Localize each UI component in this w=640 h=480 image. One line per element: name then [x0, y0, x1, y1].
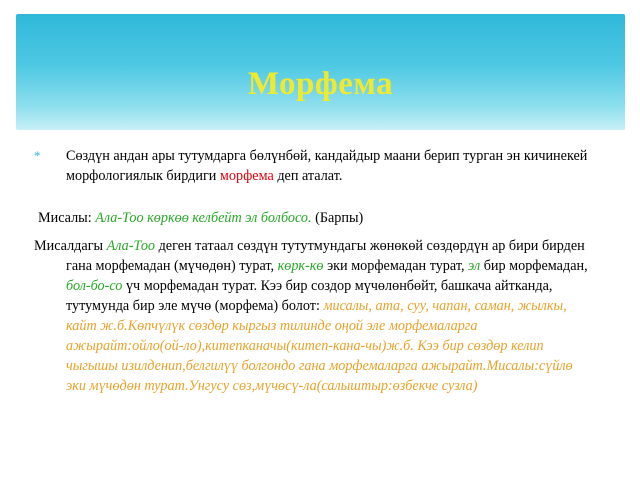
- definition-paragraph: [34, 146, 594, 186]
- example-word-4: бол-бо-со: [66, 278, 123, 294]
- explanation-text-4: бир морфемадан,: [480, 258, 588, 274]
- explanation-text-2: деген татаал сөздүн тутутмундагы жөнөкөй сөздөрдүн ар бири бирден гана морфемадан (мүчөдөн) турат,: [66, 238, 585, 274]
- definition-text: Сөздүн андан ары тутумдарга бөлүнбөй, кандайдыр маани берип турган эн кичинекей морфологиялык бирдиги: [66, 148, 588, 184]
- example-paragraph: [38, 208, 594, 228]
- example-word-1: Ала-Тоо: [106, 238, 156, 254]
- example-author: (Барпы): [311, 210, 364, 226]
- example-word-2: көрк-кө: [277, 258, 324, 274]
- example-label: Мисалы:: [38, 210, 96, 226]
- title-banner: [16, 14, 625, 130]
- term-morpheme: морфема: [219, 168, 274, 184]
- explanation-text-1: Мисалдагы: [34, 238, 107, 254]
- slide-body: [34, 146, 594, 396]
- explanation-text-3: эки морфемадан турат,: [323, 258, 469, 274]
- bullet-icon: *: [34, 148, 41, 163]
- example-quote: Ала-Тоо көркөө келбейт эл болбосо.: [95, 210, 312, 226]
- examples-orange-text: мисалы, ата, суу, чапан, саман, жылкы, кайт ж.б.Көпчүлүк сөздөр кыргыз тилинде оңой эле морфемаларга ажырайт:ойло(ой-ло),китепканачы(китеп-кана-чы)ж.б. Кээ бир сөздөр келип чыгышы изилденип,белгилүү болгондо гана морфемаларга ажырайт.Мисалы:сүйлө эки мүчөдөн турат.Унгусу сөз,мүчөсү-ла(салыштыр:өзбекче сузла): [66, 298, 573, 394]
- explanation-text-5: үч морфемадан турат. Кээ бир создор мүчөлөнбөйт, башкача айтканда, тутумунда бир эле мүчө (морфема) болот:: [66, 278, 553, 314]
- slide-title: Морфема: [247, 66, 394, 102]
- explanation-paragraph: [34, 236, 594, 396]
- definition-end: деп аталат.: [273, 168, 343, 184]
- example-word-3: эл: [468, 258, 481, 274]
